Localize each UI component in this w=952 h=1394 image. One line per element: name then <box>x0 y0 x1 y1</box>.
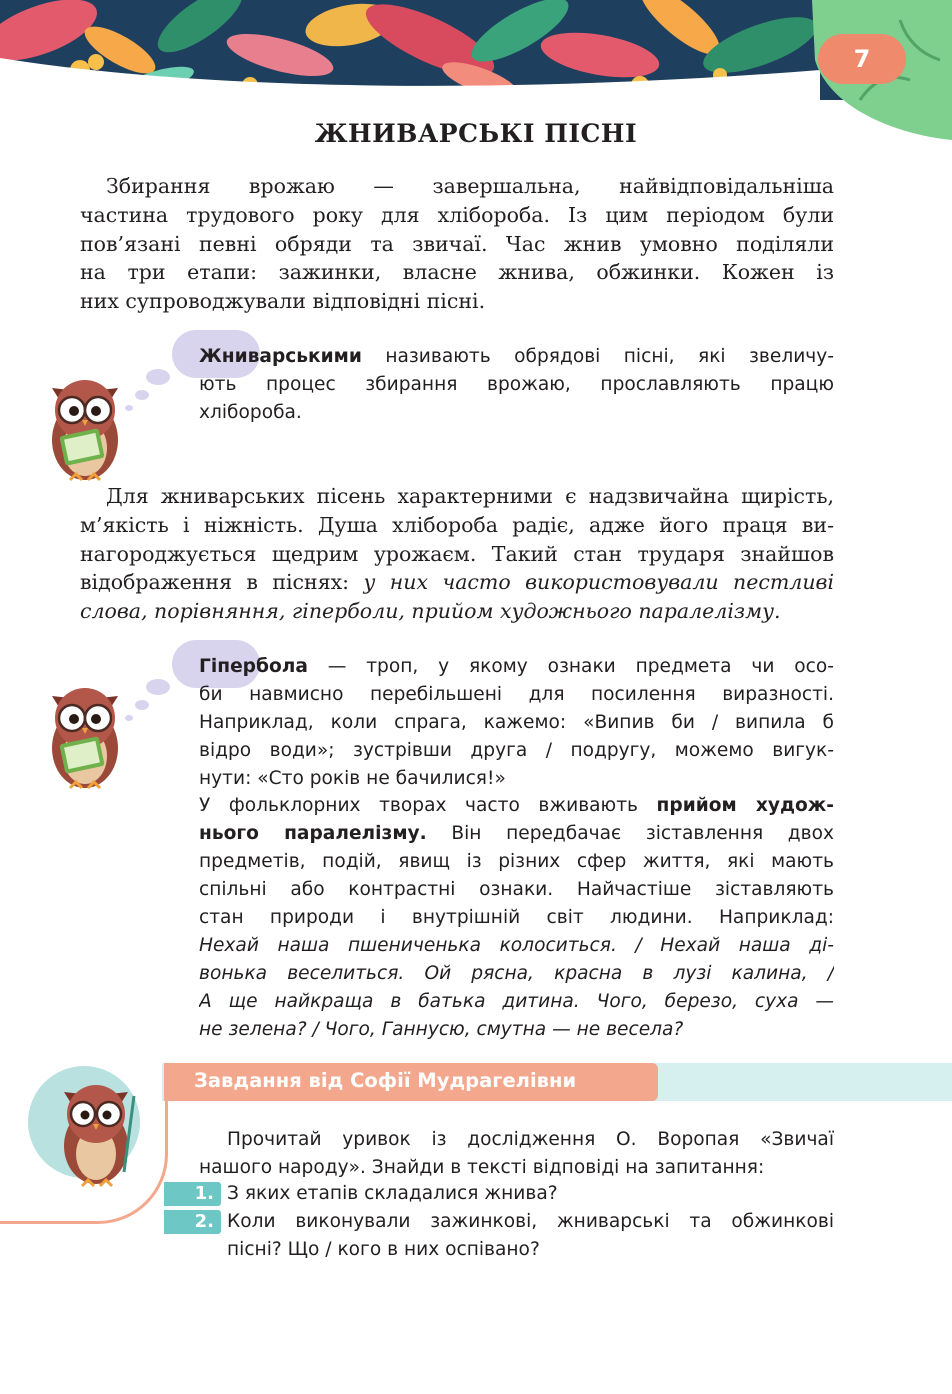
task-instructions <box>199 1126 834 1182</box>
question-number: 2. <box>164 1210 221 1234</box>
intro-line: на три етапи: зажинки, власне жнива, обжинки. Кожен із <box>80 260 834 285</box>
paragraph-line: Для жниварських пісень характерними є надзвичайна щирість, <box>106 484 834 508</box>
parallelism-text: спільні або контрастні ознаки. Найчастіше зіставляють <box>199 879 834 901</box>
paragraph-line-italic: слова, порівняння, гіперболи, прийом художнього паралелізму. <box>80 599 781 624</box>
page-title: ЖНИВАРСЬКІ ПІСНІ <box>314 119 638 148</box>
parallelism-text: предметів, подій, явищ із різних сфер життя, які мають <box>199 851 834 873</box>
definition-hyperbole <box>199 653 834 1043</box>
paragraph-line: відображення в піснях: <box>80 570 364 595</box>
question-text: З яких етапів складалися жнива? <box>227 1183 558 1204</box>
example-verse-line: Нехай наша пшениченька колоситься. / Нехай наша ді- <box>199 934 834 956</box>
task-text: нашого народу». Знайди в тексті відповіді на запитання: <box>199 1156 765 1178</box>
term-harvest-songs: Жниварськими <box>199 346 362 367</box>
question-number: 1. <box>164 1182 221 1206</box>
intro-paragraph <box>80 172 834 316</box>
paragraph-line: м’якість і ніжність. Душа хлібороба радіє, адже його праця ви- <box>80 512 834 537</box>
definition-text: хлібороба. <box>199 401 302 423</box>
definition-text: — троп, у якому ознаки предмета чи осо- <box>307 656 834 677</box>
definition-text: називають обрядові пісні, які звеличу- <box>361 346 834 367</box>
example-verse-line: вонька веселиться. Ой рясна, красна в лузі калина, / <box>199 962 834 984</box>
definition-text: відро води»; зустрівши друга / подругу, можемо вигук- <box>199 739 834 761</box>
definition-text: би навмисно перебільшені для посилення виразності. <box>199 683 834 705</box>
task-header <box>164 1063 658 1101</box>
task-text: Прочитай уривок із дослідження О. Воропая «Звичаї <box>227 1129 834 1150</box>
term-hyperbole: Гіпербола <box>199 656 308 677</box>
term-parallelism: прийом худож- <box>656 795 834 817</box>
question-text: Коли виконували зажинкові, жниварські та обжинкові <box>227 1210 834 1232</box>
page-number-badge: 7 <box>818 34 906 84</box>
definition-harvest-songs <box>199 343 834 427</box>
intro-line: них супроводжували відповідні пісні. <box>80 289 486 314</box>
definition-text: ють процес збирання врожаю, прославляють працю <box>199 373 834 395</box>
intro-line: Збирання врожаю — завершальна, найвідповідальніша <box>106 174 834 198</box>
term-parallelism: нього паралелізму. <box>199 823 427 845</box>
characteristics-paragraph <box>80 482 834 626</box>
paragraph-line: нагороджується щедрим урожаєм. Такий стан трударя знайшов <box>80 541 834 566</box>
owl-reading-icon <box>40 368 130 486</box>
owl-reading-icon <box>40 676 130 794</box>
intro-line: частина трудового року для хлібороба. Із цим періодом були <box>80 202 834 227</box>
owl-teacher-icon <box>50 1072 146 1190</box>
parallelism-text: У фольклорних творах часто вживають <box>199 795 657 817</box>
example-verse-line: не зелена? / Чого, Ганнусю, смутна — не весела? <box>199 1018 684 1040</box>
example-verse-line: А ще найкраща в батька дитина. Чого, березо, суха — <box>199 990 834 1012</box>
paragraph-line-italic: у них часто використовували пестливі <box>363 570 835 595</box>
definition-text: нути: «Сто років не бачилися!» <box>199 767 506 789</box>
task-questions <box>227 1180 834 1264</box>
parallelism-text: стан природи і внутрішній світ людини. Наприклад: <box>199 907 834 929</box>
definition-text: Наприклад, коли спрага, кажемо: «Випив би / випила б <box>199 711 834 733</box>
intro-line: пов’язані певні обряди та звичаї. Час жнив умовно поділяли <box>80 231 834 256</box>
task-header-title: Завдання від Софії Мудрагелівни <box>194 1069 577 1092</box>
question-text: пісні? Що / кого в них оспівано? <box>227 1238 540 1260</box>
parallelism-text: Він передбачає зіставлення двох <box>426 823 834 845</box>
